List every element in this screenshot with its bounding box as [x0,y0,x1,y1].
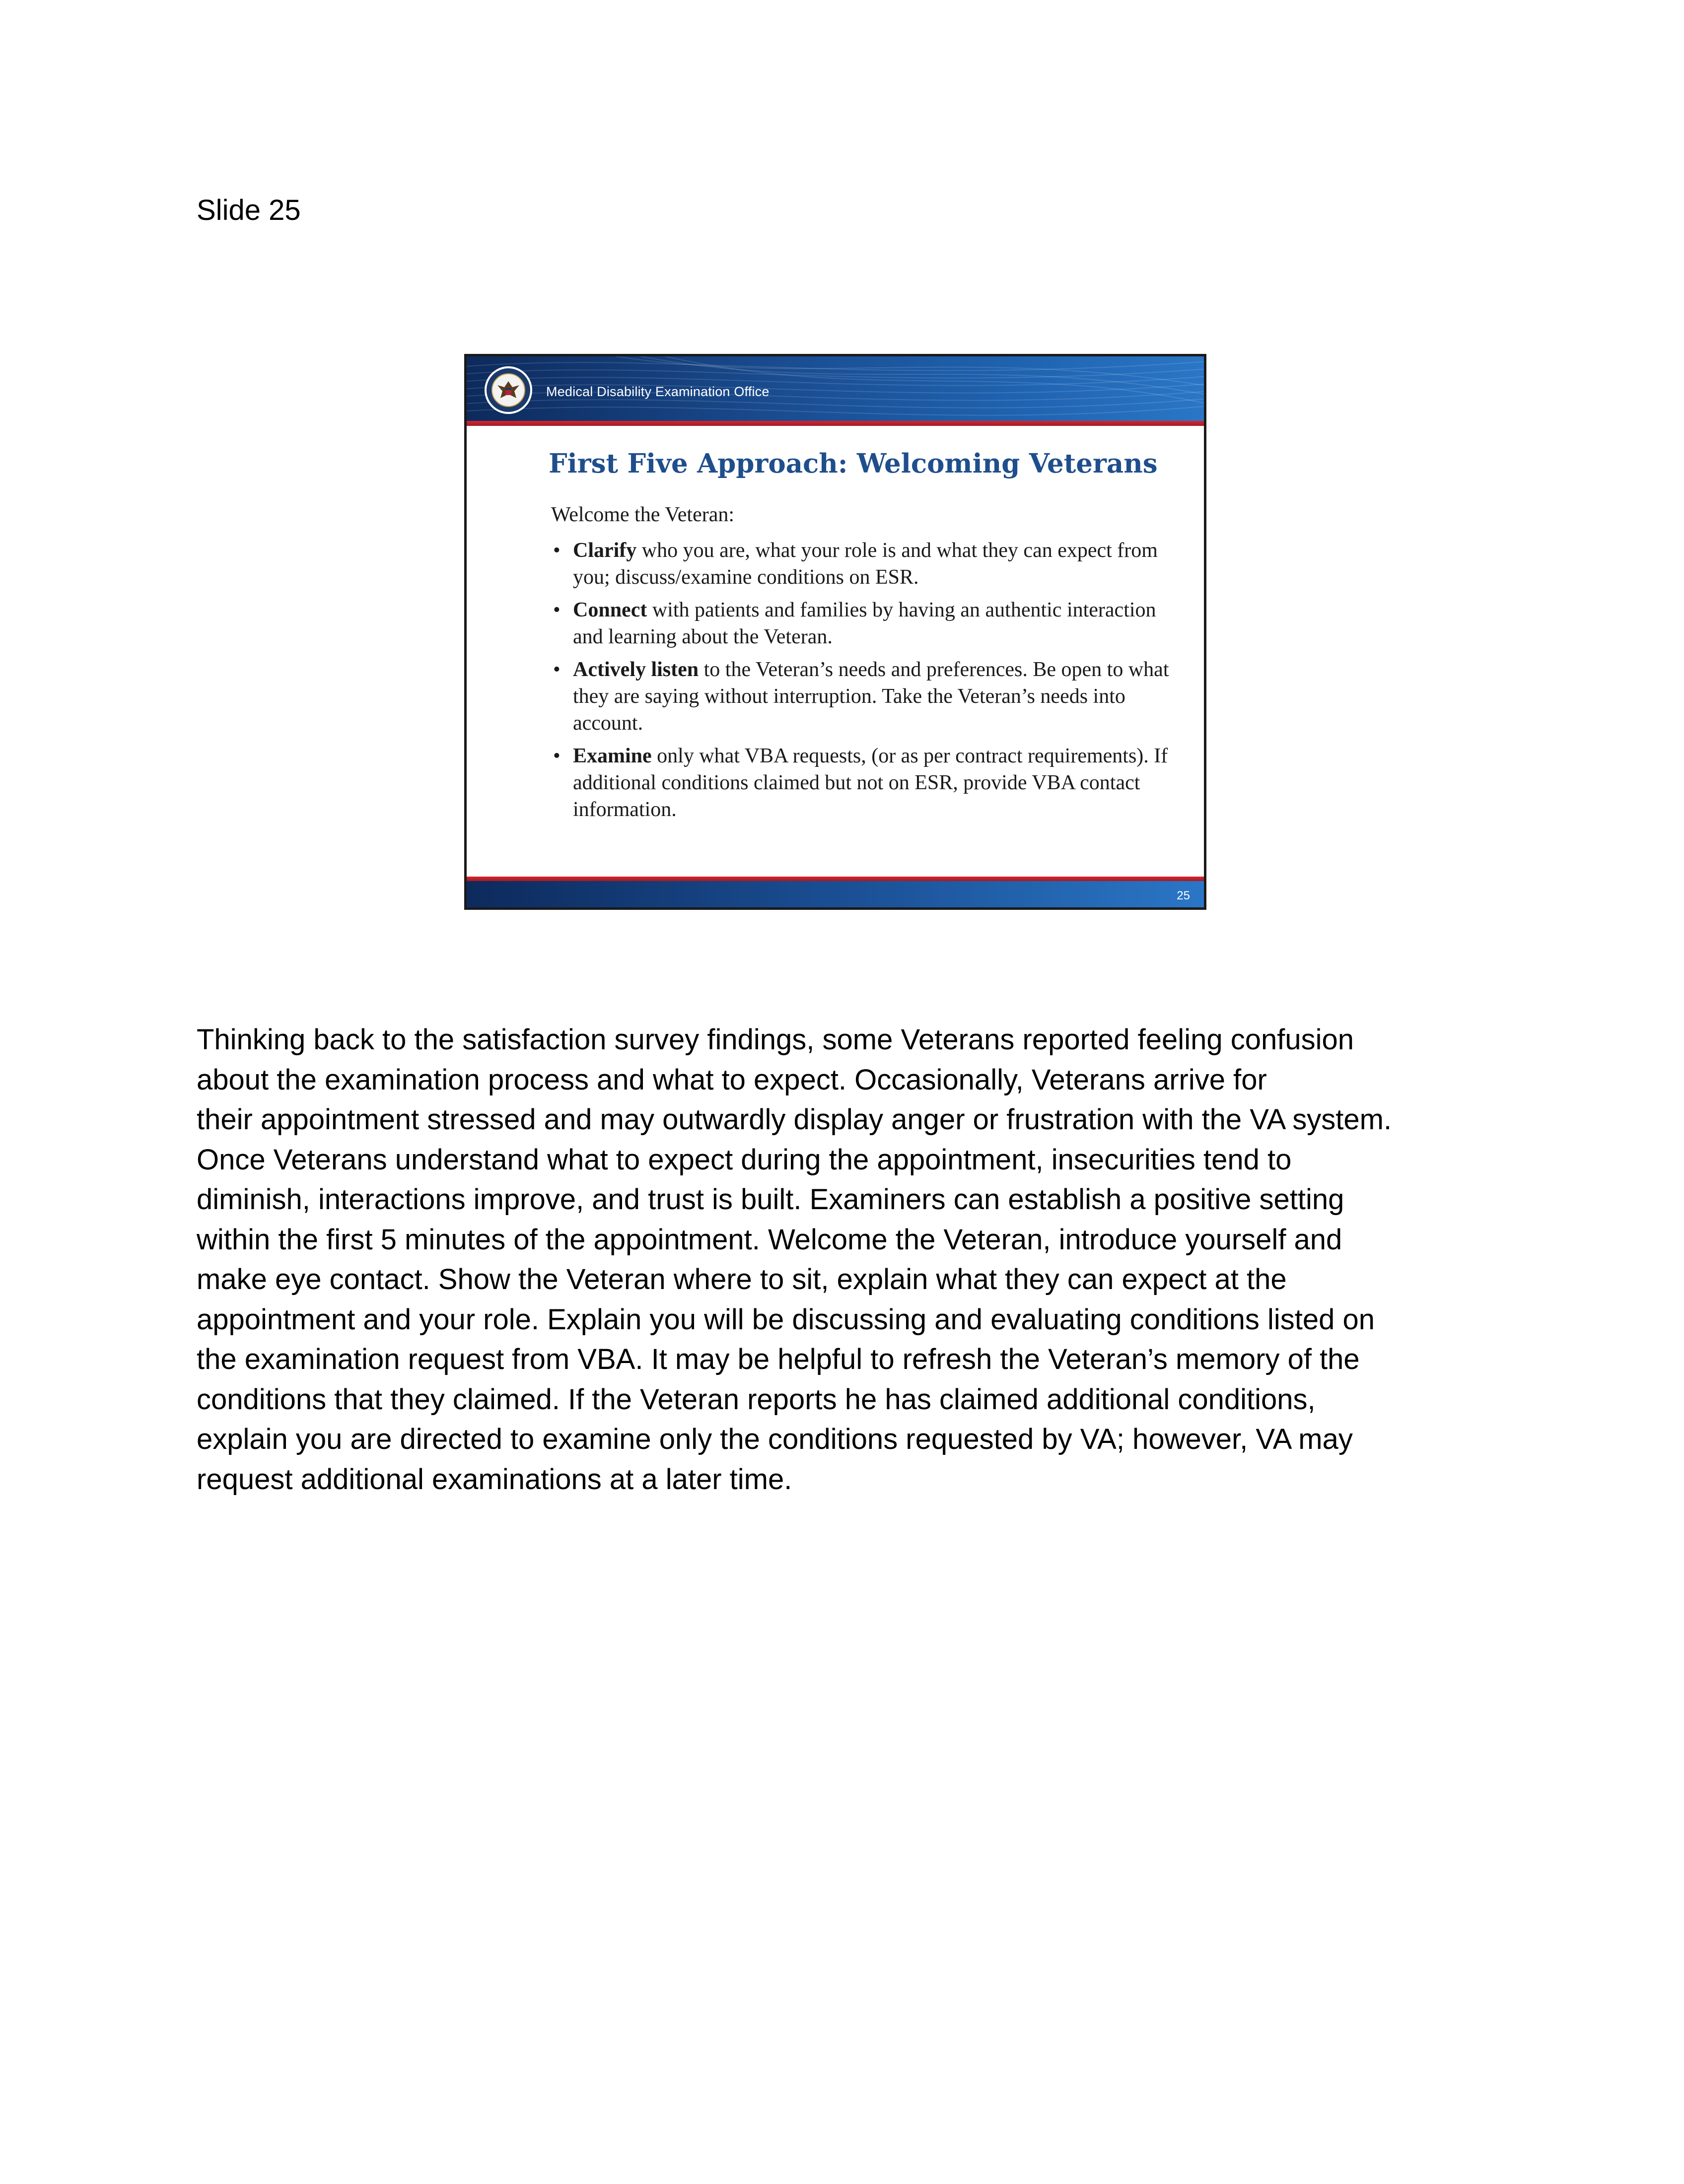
bullet-icon: • [553,539,561,562]
slide-thumbnail [464,354,1206,910]
bullet-term: Examine [573,745,652,767]
bullet-text: to the Veteran’s needs and preferences. Be open to what they are saying without interruption. Take the Veteran’s needs into account. [573,658,1169,735]
notes-line: diminish, interactions improve, and trust is built. Examiners can establish a positive setting [197,1183,1344,1216]
notes-line: about the examination process and what to expect. Occasionally, Veterans arrive for [197,1063,1267,1096]
speaker-notes [197,1020,1497,1500]
bullet-term: Clarify [573,539,637,562]
notes-line: make eye contact. Show the Veteran where to sit, explain what they can expect at the [197,1263,1287,1296]
slide-body [551,501,1187,829]
bullet-item [551,537,1187,591]
bullet-icon: • [553,599,561,621]
slide-footer-banner [467,881,1204,910]
slide-title: First Five Approach: Welcoming Veterans [549,448,1158,479]
bullet-text: only what VBA requests, (or as per contract requirements). If additional conditions claimed but not on ESR, provide VBA contact information. [573,745,1168,821]
notes-line: within the first 5 minutes of the appointment. Welcome the Veteran, introduce yourself and [197,1223,1342,1256]
org-name: Medical Disability Examination Office [546,384,770,399]
bullet-text: with patients and families by having an authentic interaction and learning about the Veteran. [573,599,1156,648]
notes-line: conditions that they claimed. If the Veteran reports he has claimed additional conditions, [197,1383,1316,1416]
bullet-term: Connect [573,599,647,621]
notes-line: the examination request from VBA. It may be helpful to refresh the Veteran’s memory of the [197,1343,1360,1375]
header-divider [467,421,1204,426]
footer-divider [467,877,1204,881]
bullet-icon: • [553,745,561,767]
notes-line: appointment and your role. Explain you will be discussing and evaluating conditions listed on [197,1303,1375,1336]
bullet-item [551,597,1187,650]
notes-line: Thinking back to the satisfaction survey findings, some Veterans reported feeling confusion [197,1024,1354,1056]
slide-header-banner [467,356,1204,421]
bullet-item [551,656,1187,737]
notes-line: their appointment stressed and may outwardly display anger or frustration with the VA system. [197,1103,1392,1136]
bullet-icon: • [553,658,561,681]
bullet-term: Actively listen [573,658,699,681]
bullet-item [551,743,1187,823]
va-seal-icon [484,365,533,415]
slide-page-number: 25 [1177,889,1190,902]
notes-line: explain you are directed to examine only the conditions requested by VA; however, VA may [197,1423,1353,1455]
bullet-text: who you are, what your role is and what they can expect from you; discuss/examine conditions on ESR. [573,539,1158,589]
slide-intro: Welcome the Veteran: [551,503,735,526]
bullet-list [551,537,1187,823]
notes-line: request additional examinations at a later time. [197,1463,792,1496]
notes-line: Once Veterans understand what to expect during the appointment, insecurities tend to [197,1143,1292,1176]
page-label: Slide 25 [197,194,301,226]
